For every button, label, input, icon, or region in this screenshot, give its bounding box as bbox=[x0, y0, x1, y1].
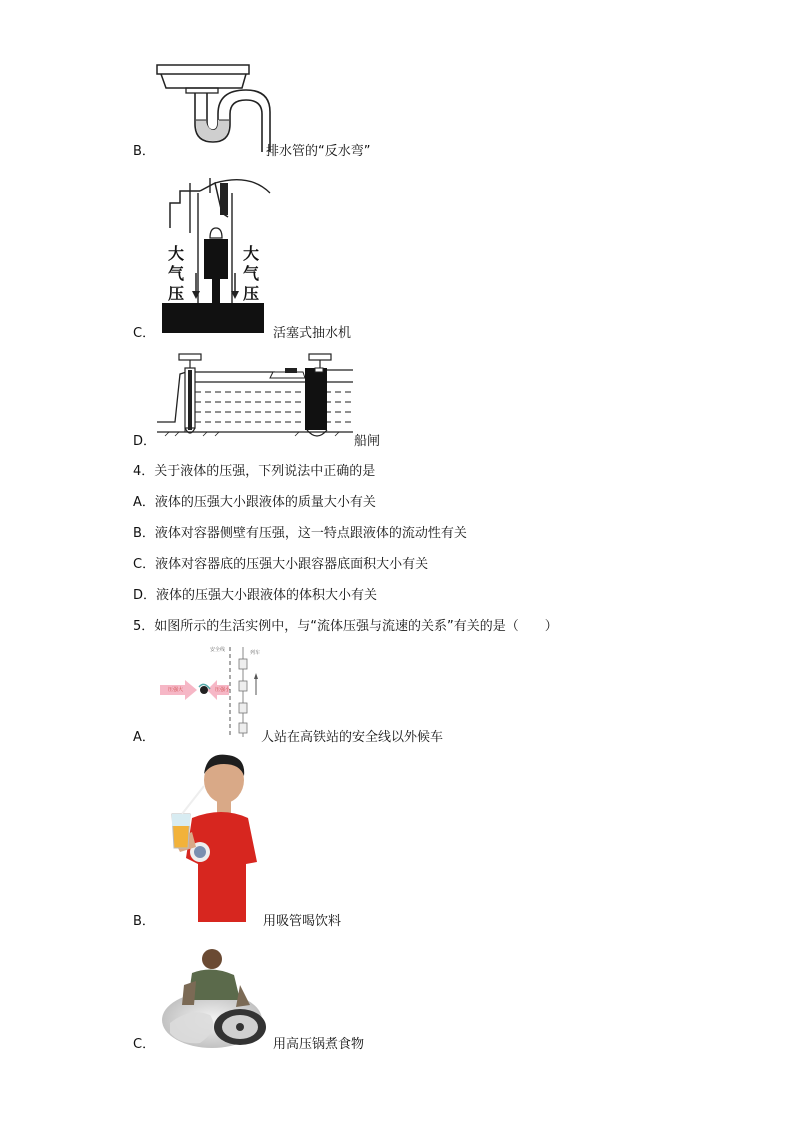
fig-label-left-3: 压 bbox=[168, 284, 185, 303]
fig-label-left-2: 气 bbox=[168, 264, 185, 283]
option-caption: 船闸 bbox=[354, 434, 381, 449]
option-caption: 活塞式抽水机 bbox=[273, 326, 352, 341]
fig-label-high-pressure: 压强大 bbox=[168, 687, 184, 693]
fig-label-safety-line: 安全线 bbox=[210, 647, 226, 653]
option-b: B．液体对容器侧壁有压强，这一特点跟液体的流动性有关 bbox=[133, 526, 467, 541]
option-caption: 用高压锅煮食物 bbox=[273, 1037, 365, 1052]
option-letter: B． bbox=[133, 144, 155, 159]
option-caption: 人站在高铁站的安全线以外候车 bbox=[261, 730, 444, 745]
option-c: C．液体对容器底的压强大小跟容器底面积大小有关 bbox=[133, 557, 429, 572]
option-a: A．液体的压强大小跟液体的质量大小有关 bbox=[133, 495, 376, 510]
pressure-cooker-photo bbox=[160, 945, 272, 1053]
option-letter: A． bbox=[133, 730, 155, 745]
question-stem: 4．关于液体的压强，下列说法中正确的是 bbox=[133, 464, 376, 479]
option-letter: C． bbox=[133, 1037, 156, 1052]
option-caption: 排水管的“反水弯” bbox=[266, 144, 371, 159]
option-caption: 用吸管喝饮料 bbox=[263, 914, 342, 929]
option-letter: B． bbox=[133, 914, 155, 929]
fig-label-low-pressure: 压强小 bbox=[215, 687, 231, 693]
fig-label-right-2: 气 bbox=[243, 264, 260, 283]
fig-label-left-1: 大 bbox=[168, 244, 185, 263]
fig-label-right-1: 大 bbox=[243, 244, 260, 263]
fig-label-train: 列车 bbox=[250, 650, 261, 656]
fig-label-right-3: 压 bbox=[243, 284, 260, 303]
question-stem: 5．如图所示的生活实例中，与“流体压强与流速的关系”有关的是（ ） bbox=[133, 619, 558, 634]
drain-trap-figure bbox=[150, 62, 270, 157]
option-letter: D． bbox=[133, 434, 157, 449]
ship-lock-figure bbox=[155, 352, 355, 440]
option-d: D．液体的压强大小跟液体的体积大小有关 bbox=[133, 588, 378, 603]
option-letter: C． bbox=[133, 326, 156, 341]
boy-drinking-photo bbox=[162, 752, 262, 927]
